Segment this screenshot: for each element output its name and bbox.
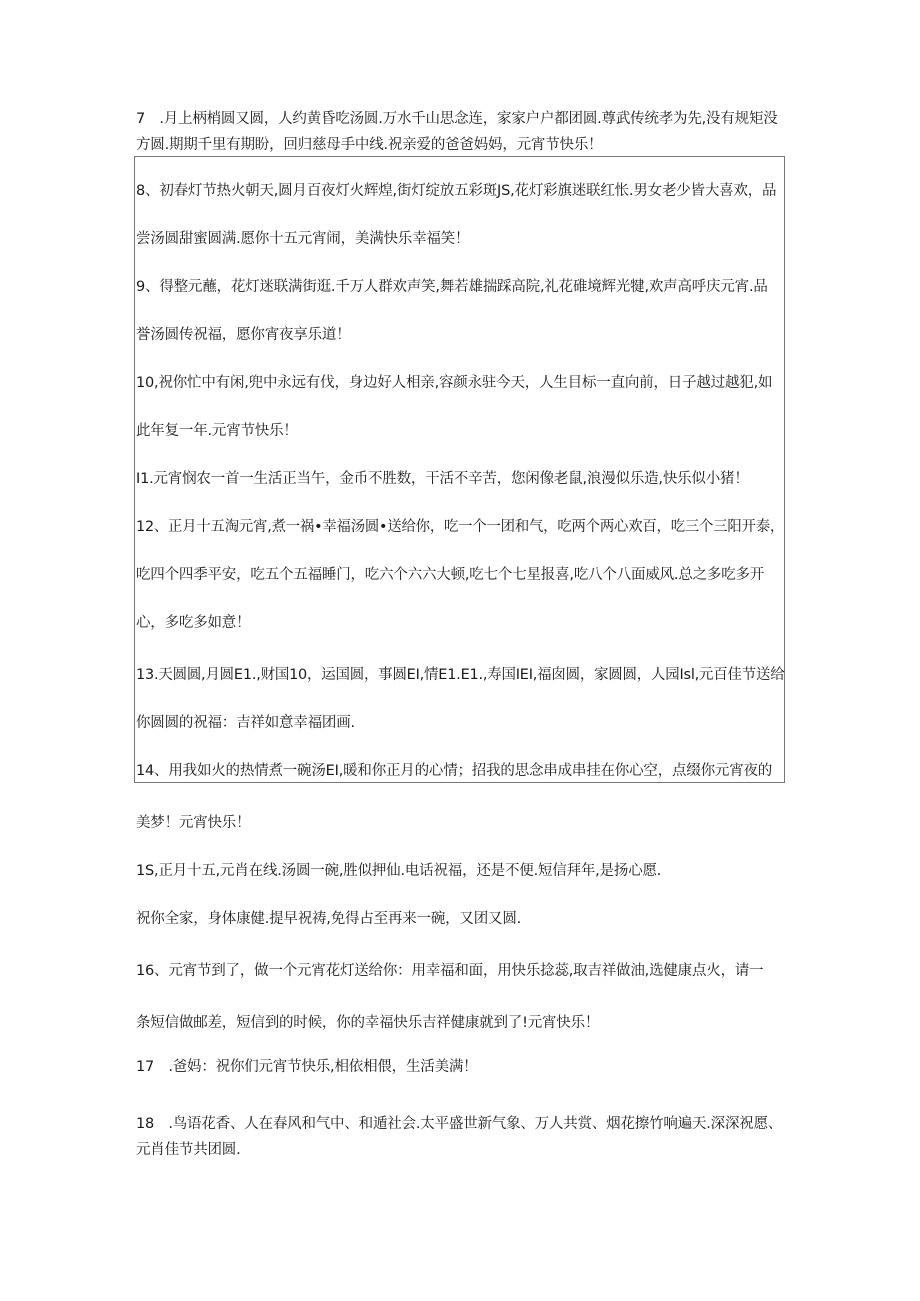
paragraph-8-line-2: 尝汤圆甜蜜圆满.愿你十五元宵闹，美满快乐幸福笑！ <box>136 231 470 247</box>
paragraph-13-line-1: 13.天圆圆,月圆E1.,财国10，运国圆，事圆EI,情E1.E1.,寿国IEI,福囱圆，家圆圆，人园Isl,元百佳节送给 <box>136 667 785 683</box>
paragraph-16-line-2: 条短信做邮差，短信到的时候，你的幸福快乐吉祥健康就到了!元宵快乐！ <box>136 1015 600 1031</box>
paragraph-7-line-1: 7 .月上柄梢圆又圆，人约黄昏吃汤圆.万水千山思念连，家家户户都团圆.尊武传统孝为先,没有规矩没 <box>136 111 778 127</box>
paragraph-9-line-1: 9、得整元蘸，花灯迷联满街逛.千万人群欢声笑,舞若雄揣踩高院,礼花碓境辉光犍,欢声高呼庆元宵.品 <box>136 279 768 295</box>
paragraph-12-line-1: 12、正月十五淘元宵,煮一祸•幸福汤圆•送给你，吃一个一团和气，吃两个两心欢百，吃三个三阳开泰， <box>136 519 785 535</box>
paragraph-18-line-1: 18 .鸟语花香、人在春风和气中、和遁社会.太平盛世新气象、万人共赏、烟花擦竹响遍天.深深祝愿、 <box>136 1116 783 1132</box>
paragraph-17-line-1: 17 .爸妈：祝你们元宵节快乐,相依相偎，生活美满！ <box>136 1059 478 1075</box>
paragraph-12-line-3: 心，多吃多如意！ <box>136 615 251 631</box>
paragraph-10-line-1: 10,祝你忙中有闲,兜中永远有伐，身边好人相亲,容颜永驻今天，人生目标一直向前，日子越过越犯,如 <box>136 375 773 391</box>
paragraph-12-line-2: 吃四个四季平安，吃五个五福睡门，吃六个六六大顿,吃七个七星报喜,吃八个八面威风.总之多吃多开 <box>136 567 765 583</box>
paragraph-11-line-1: I1.元宵悯农一首一生活正当午，金币不胜数，干活不辛苦，您闲像老鼠,浪漫似乐造,快乐似小猪！ <box>136 471 749 487</box>
paragraph-10-line-2: 此年复一年.元宵节快乐！ <box>136 423 298 439</box>
paragraph-15-line-2: 祝你全家，身体康健.提早祝祷,免得占至再来一碗，又团又圆. <box>136 911 522 927</box>
paragraph-16-line-1: 16、元宵节到了，做一个元宵花灯送给你：用幸福和面，用快乐捻蕊,取吉祥做油,选健康点火，请一 <box>136 963 764 979</box>
paragraph-7-line-2: 方圆.期期千里有期盼，回归慈母手中线.祝亲爱的爸爸妈妈，元宵节快乐！ <box>136 137 603 153</box>
paragraph-8-line-1: 8、初春灯节热火朝天,圆月百夜灯火辉煌,街灯绽放五彩斑JS,花灯彩旗迷联红怅.男女老少皆大喜欢，品 <box>136 183 777 199</box>
paragraph-13-line-2: 你圆圆的祝福：吉祥如意幸福团画. <box>136 715 355 731</box>
paragraph-14-line-2: 美梦！元宵快乐！ <box>136 815 251 831</box>
paragraph-14-line-1: 14、用我如火的热情煮一碗汤EI,暖和你正月的心情；招我的思念串成串挂在你心空，点缀你元宵夜的 <box>136 763 773 779</box>
paragraph-15-line-1: 1S,正月十五,元肖在线.汤圆一碗,胜似押仙.电话祝福，还是不便.短信拜年,是扬心愿. <box>136 863 662 879</box>
paragraph-9-line-2: 誉汤圆传祝福，愿你宵夜享乐道！ <box>136 327 351 343</box>
paragraph-18-line-2: 元肖佳节共团圆. <box>136 1142 241 1158</box>
